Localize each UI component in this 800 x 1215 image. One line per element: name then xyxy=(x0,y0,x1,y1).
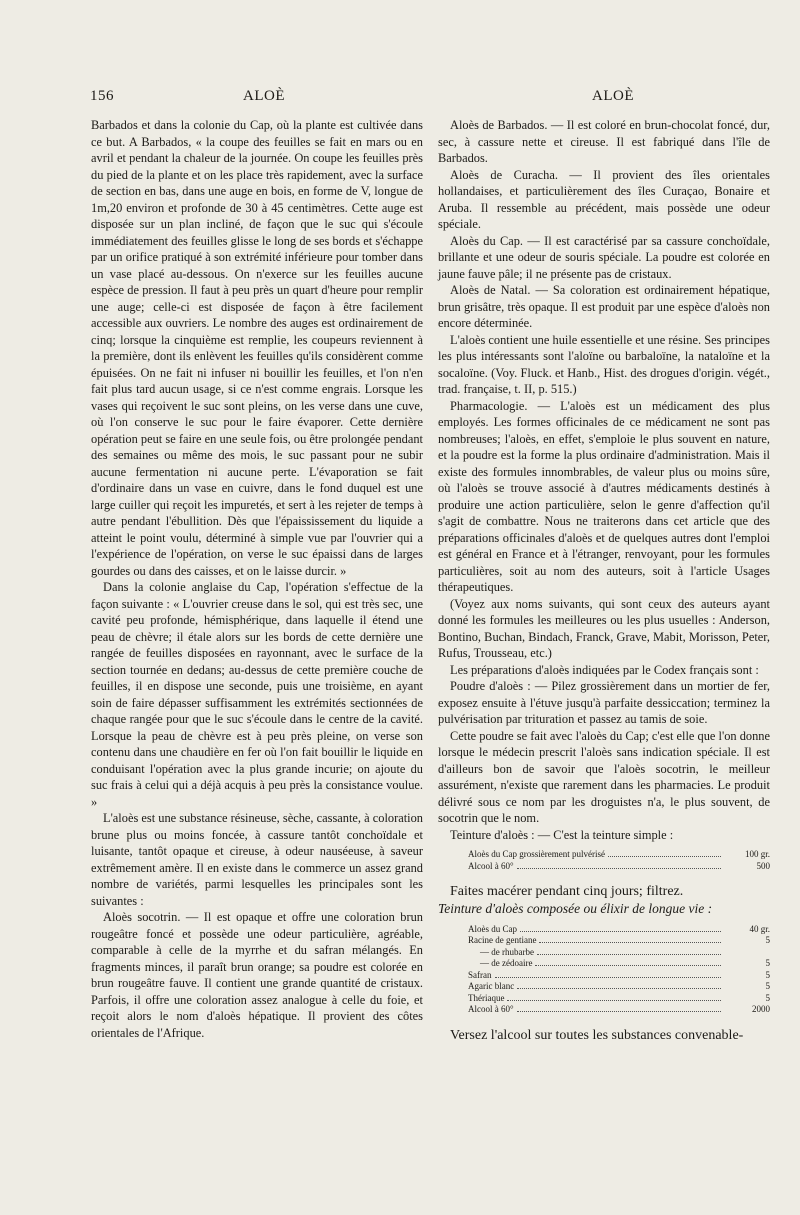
paragraph: Aloès de Barbados. — Il est coloré en brun-chocolat foncé, dur, sec, à cassure nette et cireuse. Il est fabriqué dans l'île de Barbados. xyxy=(438,118,770,165)
recipe-row: Aloès du Cap grossièrement pulvérisé 100 gr. xyxy=(468,849,770,859)
paragraph: Aloès socotrin. — Il est opaque et offre une coloration brun rougeâtre foncé et possède une odeur particulière, agréable, comparable à celle de la myrrhe et du safran mélangés. En fragments minces, il paraît brun orange; sa poudre est colorée en brun rougeâtre fauve. Il contient une grande quantité de cristaux. Parfois, il offre une coloration assez analogue à celle du foie, et reçoit alors le nom d'aloès hépatique. Il provient des côtes orientales de l'Afrique. xyxy=(91,910,423,1040)
paragraph: Teinture d'aloès : — C'est la teinture simple : xyxy=(450,827,674,842)
paragraph: Barbados et dans la colonie du Cap, où la plante est cultivée dans ce but. A Barbados, « la coupe des feuilles se fait en mars ou en avril et pendant la chaleur de la journée. On coupe les feuilles près du pied de la plante et on les place très rapidement, avec la surface de section en bas, dans une auge en bois, en forme de V, longue de 1m,20 environ et profonde de 30 à 45 centimètres. Cette auge est disposée sur un plan incliné, de façon que le suc qui s'écoule immédiatement des feuilles glisse le long de ses bords et s'échappe par un orifice pratiqué à son extrémité inférieure pour tomber dans un vase placé au-dessous. On n'exerce sur les feuilles aucune espèce de pression. Il faut à peu près un quart d'heure pour remplir une auge; celle-ci est disposée de façon à être facilement accessible aux ouvriers. Le nombre des auges est ordinairement de cinq; lorsque la cinquième est remplie, les coupeurs reviennent à la première, dont ils enlèvent les feuilles qu'ils considèrent comme épuisées. On ne fait ni infuser ni bouillir les feuilles, et l'on n'en fait plus tard aucun usage, si ce n'est comme engrais. Lorsque les vases qui reçoivent le suc sont pleins, on les verse dans une cuve, où l'on conserve le suc pour le faire évaporer. Cette dernière opération peut se faire en une seule fois, ou être prolongée pendant des semaines ou même des mois, le suc passant pour ne subir aucune fermentation ni aucune perte. L'évaporation se fait d'ordinaire dans un vase en cuivre, dans le fond duquel est une large cuiller qui reçoit les impuretés, et sert à les rejeter de temps à autre pendant l'ébullition. Dès que l'épaississement du liquide a atteint le point voulu, déterminé à simple vue par l'ouvrier qui a l'expérience de l'opération, on verse le suc épaissi dans de larges gourdes ou dans des caisses, et on le laisse durcir. » xyxy=(91,118,423,578)
left-column xyxy=(91,117,423,1041)
recipe-table-elixir xyxy=(468,924,770,1016)
paragraph: Aloès de Natal. — Sa coloration est ordinairement hépatique, brun grisâtre, très opaque. Il est produit par une espèce d'aloès non encore déterminée. xyxy=(438,283,770,330)
recipe-row: — de rhubarbe xyxy=(468,947,770,959)
recipe-row: Alcool à 60° 2000 xyxy=(468,1004,770,1014)
page-number: 156 xyxy=(90,88,114,104)
recipe-row: — de zédoaire 5 xyxy=(480,958,770,968)
paragraph: Poudre d'aloès : — Pilez grossièrement dans un mortier de fer, exposez ensuite à l'étuve jusqu'à parfaite dessiccation; terminez la pulvérisation par trituration et passez au tamis de soie. xyxy=(438,679,770,726)
paragraph: L'aloès est une substance résineuse, sèche, cassante, à coloration brune plus ou moins foncée, à cassure tantôt conchoïdale et luisante, tantôt opaque et cireuse, à odeur nauséeuse, à saveur extrêmement amère. Il en existe dans le commerce un assez grand nombre de variétés, parmi lesquelles les principales sont les suivantes : xyxy=(91,811,423,908)
right-column xyxy=(438,117,770,1045)
paragraph: Pharmacologie. — L'aloès est un médicament des plus employés. Les formes officinales de ce médicament ne sont pas nombreuses; l'aloès, en effet, s'emploie le plus souvent en nature, et la poudre est la forme la plus ordinaire d'administration. Mais il existe des formules innombrables, de valeur plus ou moins sûre, où l'aloès se trouve associé à d'autres médicaments destinés à produire une action particulière, selon le genre d'affection qu'il s'agit de combattre. Nous ne traiterons dans cet article que des préparations officinales d'aloès et de quelques autres dont l'emploi est général en France et à l'étranger, renvoyant, pour les formules particulières, soit au nom des auteurs, soit à l'article Usages thérapeutiques. xyxy=(438,398,770,594)
paragraph: L'aloès contient une huile essentielle et une résine. Ses principes les plus intéressants sont l'aloïne ou barbaloïne, la nataloïne et la socaloïne. (Voy. Fluck. et Hanb., Hist. des drogues d'origin. végét., trad. française, t. II, p. 515.) xyxy=(438,332,770,396)
recipe-row: Aloès du Cap 40 gr. xyxy=(468,923,770,934)
paragraph: Cette poudre se fait avec l'aloès du Cap; c'est elle que l'on donne lorsque le médecin prescrit l'aloès sans indication spéciale. Il est d'ailleurs bon de savoir que l'aloès socotrin, le meilleur assurément, n'existe que rarement dans les pharmacies. Le produit délivré sous ce nom par les droguistes n'a, le plus souvent, de socotrin que le nom. xyxy=(438,728,770,825)
paragraph: (Voyez aux noms suivants, qui sont ceux des auteurs ayant donné les formules les meilleures ou les plus usuelles : Anderson, Bontino, Buchan, Bindach, Franck, Grave, Mabit, Morisson, Peter, Rufus, Trousseau, etc.) xyxy=(438,596,770,660)
recipe-row: Agaric blanc 5 xyxy=(468,981,770,991)
paragraph: Les préparations d'aloès indiquées par le Codex français sont : xyxy=(450,662,759,677)
paragraph: Aloès de Curacha. — Il provient des îles orientales hollandaises, et particulièrement des îles Curaçao, Bonaire et Aruba. Il ressemble au précédent, mais possède une odeur spéciale. xyxy=(438,167,770,231)
running-title-left: ALOÈ xyxy=(243,88,285,104)
recipe-instruction: Faites macérer pendant cinq jours; filtrez. xyxy=(450,884,684,899)
recipe-table-teinture xyxy=(468,849,770,872)
closing-paragraph: Versez l'alcool sur toutes les substances convenable- xyxy=(450,1027,744,1043)
recipe-row: Racine de gentiane 5 xyxy=(468,935,770,945)
recipe-row: Thériaque 5 xyxy=(468,992,770,1003)
running-title-right: ALOÈ xyxy=(592,88,634,104)
recipe-title: Teinture d'aloès composée ou élixir de longue vie : xyxy=(438,901,713,916)
paragraph: Dans la colonie anglaise du Cap, l'opération s'effectue de la façon suivante : « L'ouvrier creuse dans le sol, qui est très sec, une cavité peu profonde, hémisphérique, dans laquelle il étend une peau de chèvre; il étale alors sur les bords de cette dernière une rangée de feuilles disposées en rayonnant, avec le surface de la section tournée en dedans; au-dessus de cette première couche de feuilles, il en dispose une seconde, puis une troisième, en ayant soin de faire dépasser suffisamment les extrémités sectionnées de chaque rangée pour que le suc s'écoule dans le centre de la cavité. Lorsque la peau de chèvre est à peu près pleine, on verse son contenu dans une chaudière en fer où l'on fait bouillir le liquide en conduisant l'opération avec la plus grande incurie; on ajoute du suc frais à celui qui a déjà acquis à peu près la consistance voulue. » xyxy=(91,580,423,809)
recipe-row: Safran 5 xyxy=(468,969,770,980)
recipe-row: Alcool à 60° 500 xyxy=(468,860,770,871)
paragraph: Aloès du Cap. — Il est caractérisé par sa cassure conchoïdale, brillante et une odeur de souris spéciale. La poudre est colorée en jaune fauve pâle; il ne présente pas de cristaux. xyxy=(438,233,770,281)
